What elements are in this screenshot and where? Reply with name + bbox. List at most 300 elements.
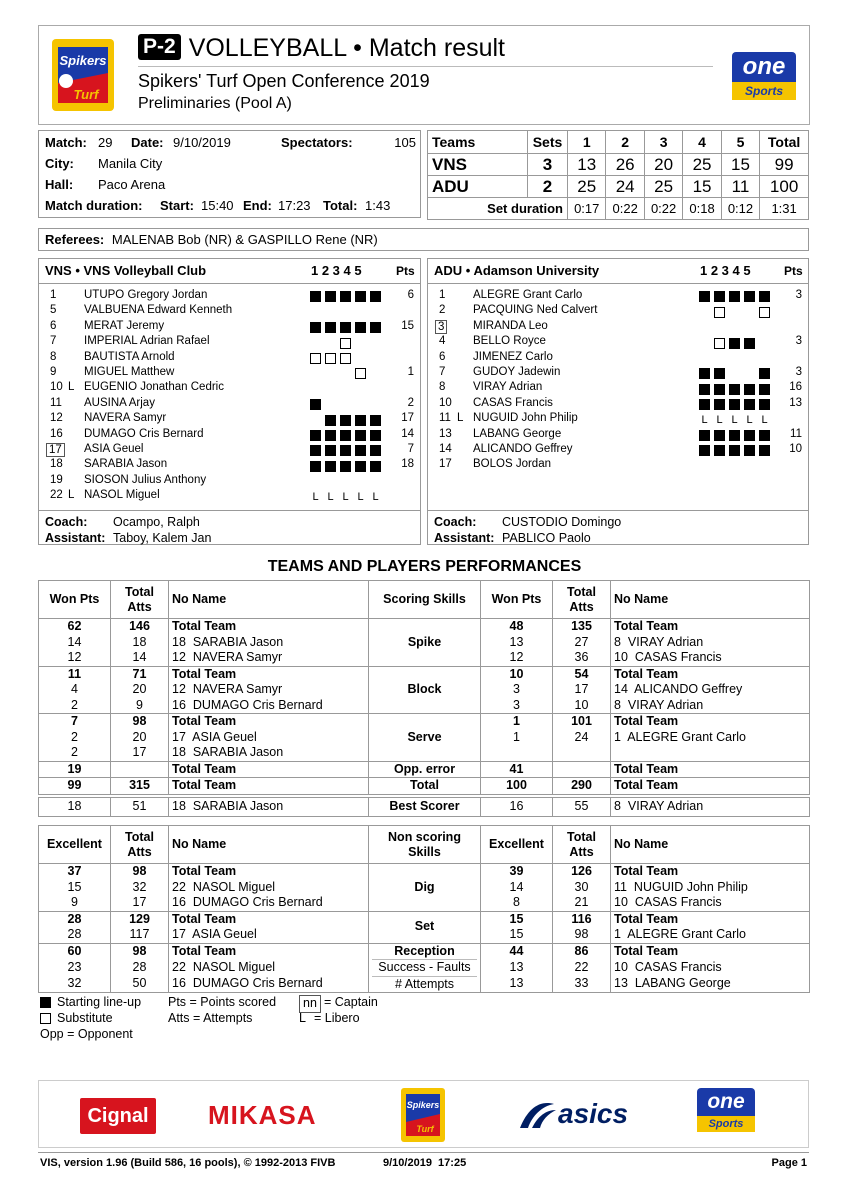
home-won-value: 2	[39, 730, 111, 746]
player-points: 10	[789, 443, 802, 455]
footer-page: Page 1	[771, 1157, 807, 1169]
starting-lineup-icon	[310, 430, 321, 441]
starting-lineup-icon	[744, 384, 755, 395]
score-head-teams: Teams	[428, 131, 528, 154]
skill-label	[369, 911, 481, 943]
player-number: 3	[435, 320, 447, 334]
empty-set-slot	[370, 338, 381, 349]
player-number: 12	[50, 412, 63, 425]
roster-player-row	[40, 428, 418, 443]
svg-text:Turf: Turf	[73, 87, 99, 102]
player-name: EUGENIO Jonathan Cedric	[84, 381, 224, 394]
away-atts-value: 126	[553, 864, 611, 880]
home-set-score: 25	[683, 154, 721, 176]
away-won-value	[481, 745, 553, 761]
set-duration-label: Set duration	[428, 198, 568, 220]
home-player-name: Total Team	[169, 864, 369, 880]
legend-libero: = Libero	[314, 1011, 360, 1025]
player-number: 8	[50, 350, 57, 363]
player-number: 7	[439, 366, 446, 378]
home-player-name: 17 ASIA Geuel	[169, 730, 369, 746]
away-player-name: Total Team	[611, 666, 810, 682]
starting-lineup-icon	[744, 445, 755, 456]
perf-head-won: Excellent	[481, 826, 553, 864]
skill-subtitle: Success - Faults	[372, 959, 477, 976]
empty-set-slot	[325, 338, 336, 349]
roster-player-row	[429, 381, 807, 396]
home-sets: 3	[528, 154, 568, 176]
perf-head-won: Won Pts	[481, 581, 553, 619]
svg-text:Turf: Turf	[416, 1124, 434, 1134]
home-won-value: 37	[39, 864, 111, 880]
mikasa-logo: MIKASA	[208, 1100, 317, 1130]
empty-set-slot	[744, 353, 755, 364]
away-player-name: Total Team	[611, 778, 810, 795]
roster-player-row	[40, 458, 418, 473]
skill-name: Set	[414, 919, 435, 934]
player-set-participation	[699, 430, 774, 442]
starting-lineup-icon	[729, 384, 740, 395]
home-won-value: 4	[39, 682, 111, 698]
spikers-turf-logo	[48, 33, 118, 115]
roster-player-row	[429, 428, 807, 443]
home-won-value: 19	[39, 761, 111, 778]
home-won-value: 11	[39, 666, 111, 682]
coach-label: Coach:	[45, 515, 88, 529]
player-set-participation	[310, 476, 385, 488]
home-won-value: 28	[39, 927, 111, 943]
roster-home-rule	[38, 283, 421, 284]
perf-head-atts: Total Atts	[553, 581, 611, 619]
away-won-value: 3	[481, 682, 553, 698]
player-number: 4	[439, 335, 446, 348]
player-name: BELLO Royce	[473, 335, 546, 348]
legend-atts: Atts = Attempts	[168, 1011, 253, 1025]
starting-lineup-icon	[744, 338, 755, 349]
starting-lineup-icon	[355, 291, 366, 302]
substitute-icon	[714, 307, 725, 318]
away-player-name: 11 NUGUID John Philip	[611, 880, 810, 896]
away-player-name	[611, 745, 810, 761]
roster-player-row	[40, 397, 418, 412]
starting-lineup-icon	[310, 291, 321, 302]
starting-lineup-icon	[325, 415, 336, 426]
home-set-score: 20	[644, 154, 682, 176]
perf-row	[39, 778, 810, 795]
roster-player-row	[40, 474, 418, 489]
starting-lineup-icon	[355, 322, 366, 333]
roster-player-row	[40, 335, 418, 350]
libero-set-marker: L	[357, 490, 364, 503]
away-set-score: 25	[644, 176, 682, 198]
home-player-name: Total Team	[169, 911, 369, 927]
starting-lineup-icon	[699, 291, 710, 302]
substitute-icon	[759, 307, 770, 318]
empty-set-slot	[310, 384, 321, 395]
player-name: IMPERIAL Adrian Rafael	[84, 335, 210, 348]
away-player-name: 8 VIRAY Adrian	[611, 635, 810, 651]
perf-head-name: No Name	[169, 826, 369, 864]
referees-value: MALENAB Bob (NR) & GASPILLO Rene (NR)	[111, 232, 378, 247]
player-name: MERAT Jeremy	[84, 319, 165, 332]
away-player-name: Total Team	[611, 911, 810, 927]
date-label: Date:	[131, 135, 164, 150]
starting-lineup-icon	[744, 291, 755, 302]
empty-set-slot	[744, 322, 755, 333]
roster-player-row	[429, 412, 807, 427]
perf-header-row	[39, 826, 810, 864]
starting-lineup-icon	[699, 368, 710, 379]
empty-set-slot	[729, 368, 740, 379]
home-set-score: 13	[568, 154, 606, 176]
starting-lineup-icon	[340, 291, 351, 302]
skill-name: Total	[410, 778, 439, 792]
perf-head-atts: Total Atts	[111, 581, 169, 619]
player-name: NAVERA Samyr	[84, 412, 167, 425]
home-atts-value: 20	[111, 682, 169, 698]
perf-row	[39, 943, 810, 960]
libero-set-marker: L	[761, 413, 768, 426]
player-points: 13	[789, 396, 802, 409]
player-name: BOLOS Jordan	[473, 458, 551, 471]
empty-set-slot	[370, 353, 381, 364]
player-points: 15	[401, 319, 414, 332]
skill-name: Block	[407, 682, 442, 696]
player-number: 1	[50, 289, 57, 301]
home-won-value: 99	[39, 778, 111, 795]
empty-set-slot	[370, 399, 381, 410]
roster-away-coach-rule	[427, 510, 809, 511]
away-player-name: 13 LABANG George	[611, 976, 810, 993]
substitute-icon	[340, 338, 351, 349]
home-atts-value: 18	[111, 635, 169, 651]
starting-lineup-icon	[310, 461, 321, 472]
away-won-value: 13	[481, 635, 553, 651]
away-atts-value: 101	[553, 714, 611, 730]
empty-set-slot	[714, 322, 725, 333]
away-atts-value: 33	[553, 976, 611, 993]
empty-set-slot	[729, 353, 740, 364]
perf-head-won: Excellent	[39, 826, 111, 864]
perf-row	[39, 666, 810, 682]
player-set-participation	[310, 491, 385, 503]
player-name: MIRANDA Leo	[473, 319, 548, 332]
libero-set-marker: L	[327, 490, 334, 503]
substitute-icon	[714, 338, 725, 349]
footer-rule	[38, 1152, 809, 1153]
skill-name: Reception	[394, 943, 455, 958]
empty-set-slot	[340, 307, 351, 318]
roster-player-row	[429, 443, 807, 458]
substitute-icon	[40, 1013, 51, 1024]
player-set-participation	[699, 322, 774, 334]
starting-lineup-icon	[340, 461, 351, 472]
home-total: 99	[774, 154, 794, 174]
skill-name: Spike	[407, 634, 442, 649]
skill-name: Serve	[407, 729, 442, 744]
starting-lineup-icon	[355, 415, 366, 426]
player-set-participation	[310, 368, 385, 380]
player-points: 2	[407, 396, 414, 409]
roster-away-coach	[434, 514, 621, 546]
home-atts-value	[111, 761, 169, 778]
roster-player-row	[429, 397, 807, 412]
perf-row	[39, 714, 810, 730]
player-number: 16	[50, 427, 63, 440]
best-scorer-table	[38, 797, 809, 817]
legend-captain-symbol: nn	[299, 995, 321, 1013]
score-head-s4: 4	[683, 131, 721, 154]
player-points: 1	[407, 366, 414, 378]
cignal-logo: Cignal	[80, 1098, 156, 1134]
empty-set-slot	[729, 307, 740, 318]
skill-label	[369, 943, 481, 993]
libero-set-marker: L	[746, 413, 753, 426]
empty-set-slot	[729, 322, 740, 333]
home-won-value: 32	[39, 976, 111, 993]
home-atts-value: 98	[111, 864, 169, 880]
referees	[45, 232, 378, 247]
legend-opp: Opp = Opponent	[40, 1027, 133, 1041]
starting-lineup-icon	[699, 445, 710, 456]
empty-set-slot	[744, 368, 755, 379]
player-set-participation	[699, 353, 774, 365]
substitute-icon	[340, 353, 351, 364]
away-atts-value: 27	[553, 635, 611, 651]
home-best-won: 18	[39, 798, 111, 817]
home-player-name: Total Team	[169, 943, 369, 960]
away-atts-value: 86	[553, 943, 611, 960]
home-best-atts: 51	[111, 798, 169, 817]
roster-player-row	[40, 289, 418, 304]
away-atts-value: 54	[553, 666, 611, 682]
home-atts-value: 20	[111, 730, 169, 746]
away-atts-value: 98	[553, 927, 611, 943]
home-won-value: 15	[39, 880, 111, 896]
away-player-name: Total Team	[611, 864, 810, 880]
asics-logo	[518, 1096, 633, 1134]
perf-row	[39, 864, 810, 880]
player-set-participation	[310, 291, 385, 303]
away-player-name: 10 CASAS Francis	[611, 650, 810, 666]
away-player-name: Total Team	[611, 943, 810, 960]
home-won-value: 2	[39, 745, 111, 761]
starting-lineup-icon	[325, 430, 336, 441]
perf-head-atts: Total Atts	[553, 826, 611, 864]
away-player-name: Total Team	[611, 714, 810, 730]
best-scorer-row	[39, 798, 810, 817]
player-number: 19	[50, 473, 63, 486]
skill-name: Dig	[414, 879, 435, 894]
away-set-score: 25	[568, 176, 606, 198]
away-player-name: Total Team	[611, 761, 810, 778]
legend-substitute: Substitute	[57, 1011, 113, 1025]
legend-libero-symbol: L	[299, 1011, 306, 1025]
home-player-name: 22 NASOL Miguel	[169, 880, 369, 896]
player-name: VALBUENA Edward Kenneth	[84, 304, 233, 317]
player-number: 10	[50, 381, 63, 394]
player-points: 17	[401, 412, 414, 425]
player-number: 17	[46, 443, 65, 457]
spectators-label: Spectators:	[281, 135, 353, 150]
duration-label: Match duration:	[45, 198, 143, 213]
home-atts-value: 98	[111, 943, 169, 960]
nonscoring-table-grid	[38, 825, 810, 993]
empty-set-slot	[699, 353, 710, 364]
city: Manila City	[98, 156, 163, 171]
one-logo-text: one	[732, 52, 796, 82]
competition-phase: Preliminaries (Pool A)	[138, 95, 292, 112]
starting-lineup-icon	[340, 415, 351, 426]
roster-player-row	[40, 320, 418, 335]
player-points: 7	[407, 443, 414, 455]
one-sports-sponsor-logo	[697, 1088, 755, 1134]
score-row-home	[428, 154, 809, 176]
away-atts-value: 116	[553, 911, 611, 927]
player-number: 11	[50, 396, 62, 409]
player-number: 8	[439, 381, 446, 394]
player-points: 16	[789, 381, 802, 394]
empty-set-slot	[699, 307, 710, 318]
home-player-name: Total Team	[169, 761, 369, 778]
assistant-label: Assistant:	[45, 531, 106, 545]
player-set-participation	[310, 460, 385, 472]
starting-lineup-icon	[729, 338, 740, 349]
starting-lineup-icon	[744, 399, 755, 410]
away-won-value: 44	[481, 943, 553, 960]
empty-set-slot	[310, 368, 321, 379]
assistant-name: Taboy, Kalem Jan	[113, 531, 212, 545]
performances-title: TEAMS AND PLAYERS PERFORMANCES	[267, 558, 582, 575]
player-number: 17	[439, 458, 452, 471]
coach-name: Ocampo, Ralph	[113, 515, 200, 529]
hall: Paco Arena	[98, 177, 166, 192]
player-name: PACQUING Ned Calvert	[473, 304, 598, 317]
away-atts-value: 290	[553, 778, 611, 795]
player-name: AUSINA Arjay	[84, 396, 155, 409]
empty-set-slot	[340, 399, 351, 410]
roster-away-title: ADU • Adamson University	[434, 263, 600, 278]
away-won-value: 15	[481, 911, 553, 927]
empty-set-slot	[325, 307, 336, 318]
starting-lineup-icon	[325, 445, 336, 456]
libero-set-marker: L	[342, 490, 349, 503]
libero-set-marker: L	[731, 413, 738, 426]
assistant-name: PABLICO Paolo	[502, 531, 591, 545]
set-duration: 0:22	[606, 198, 644, 220]
score-head-s3: 3	[644, 131, 682, 154]
non-scoring-skills-table	[38, 825, 809, 993]
player-number: 6	[439, 350, 446, 363]
player-name: SARABIA Jason	[84, 458, 168, 471]
starting-lineup-icon	[355, 445, 366, 456]
one-sponsor-text: one	[697, 1088, 755, 1116]
roster-player-row	[40, 366, 418, 381]
starting-lineup-icon	[355, 461, 366, 472]
starting-lineup-icon	[714, 291, 725, 302]
starting-lineup-icon	[729, 445, 740, 456]
roster-player-row	[40, 443, 418, 458]
player-points: 14	[401, 427, 414, 440]
home-atts-value: 28	[111, 960, 169, 976]
starting-lineup-icon	[40, 997, 51, 1008]
player-number: 18	[50, 458, 63, 471]
sports-logo-text: Sports	[732, 82, 796, 100]
away-won-value: 39	[481, 864, 553, 880]
player-points: 11	[790, 427, 802, 440]
away-player-name: 1 ALEGRE Grant Carlo	[611, 730, 810, 746]
starting-lineup-icon	[729, 291, 740, 302]
home-player-name: 16 DUMAGO Cris Bernard	[169, 895, 369, 911]
footer-date: 9/10/2019 17:25	[383, 1157, 467, 1169]
player-number: 9	[50, 366, 57, 378]
empty-set-slot	[325, 368, 336, 379]
competition-name: Spikers' Turf Open Conference 2019	[138, 71, 430, 91]
legend-pts: Pts = Points scored	[168, 995, 277, 1009]
roster-player-row	[429, 366, 807, 381]
away-atts-value: 135	[553, 619, 611, 635]
home-atts-value: 17	[111, 895, 169, 911]
home-player-name: Total Team	[169, 778, 369, 795]
home-won-value: 12	[39, 650, 111, 666]
libero-marker: L	[457, 412, 464, 425]
libero-set-marker: L	[312, 490, 319, 503]
player-set-participation	[699, 460, 774, 472]
player-set-participation	[699, 445, 774, 457]
substitute-icon	[310, 353, 321, 364]
away-total: 100	[769, 176, 799, 196]
away-player-name: 8 VIRAY Adrian	[611, 698, 810, 714]
perf-row	[39, 619, 810, 635]
player-set-participation	[310, 322, 385, 334]
roster-player-row	[429, 320, 807, 335]
empty-set-slot	[340, 368, 351, 379]
away-set-score: 15	[683, 176, 721, 198]
starting-lineup-icon	[370, 322, 381, 333]
starting-lineup-icon	[340, 322, 351, 333]
roster-home-set-header: 1 2 3 4 5	[311, 263, 362, 278]
starting-lineup-icon	[714, 384, 725, 395]
roster-player-row	[40, 412, 418, 427]
start-time: 15:40	[201, 198, 234, 213]
starting-lineup-icon	[759, 368, 770, 379]
starting-lineup-icon	[759, 430, 770, 441]
player-number: 14	[439, 443, 452, 455]
empty-set-slot	[310, 476, 321, 487]
perf-row	[39, 761, 810, 778]
empty-set-slot	[370, 368, 381, 379]
player-set-participation	[310, 383, 385, 395]
roster-home-coach	[45, 514, 211, 546]
empty-set-slot	[370, 476, 381, 487]
away-won-value: 1	[481, 714, 553, 730]
player-name: BAUTISTA Arnold	[84, 350, 175, 363]
empty-set-slot	[355, 384, 366, 395]
match-info	[45, 133, 420, 217]
starting-lineup-icon	[340, 430, 351, 441]
skill-label	[369, 666, 481, 714]
home-player-name: 12 NAVERA Samyr	[169, 682, 369, 698]
asics-text: asics	[558, 1098, 629, 1129]
score-head-total: Total	[767, 134, 801, 150]
home-player-name: Total Team	[169, 619, 369, 635]
empty-set-slot	[355, 307, 366, 318]
starting-lineup-icon	[759, 399, 770, 410]
empty-set-slot	[310, 338, 321, 349]
away-atts-value	[553, 761, 611, 778]
skill-label	[369, 864, 481, 912]
away-won-value: 12	[481, 650, 553, 666]
